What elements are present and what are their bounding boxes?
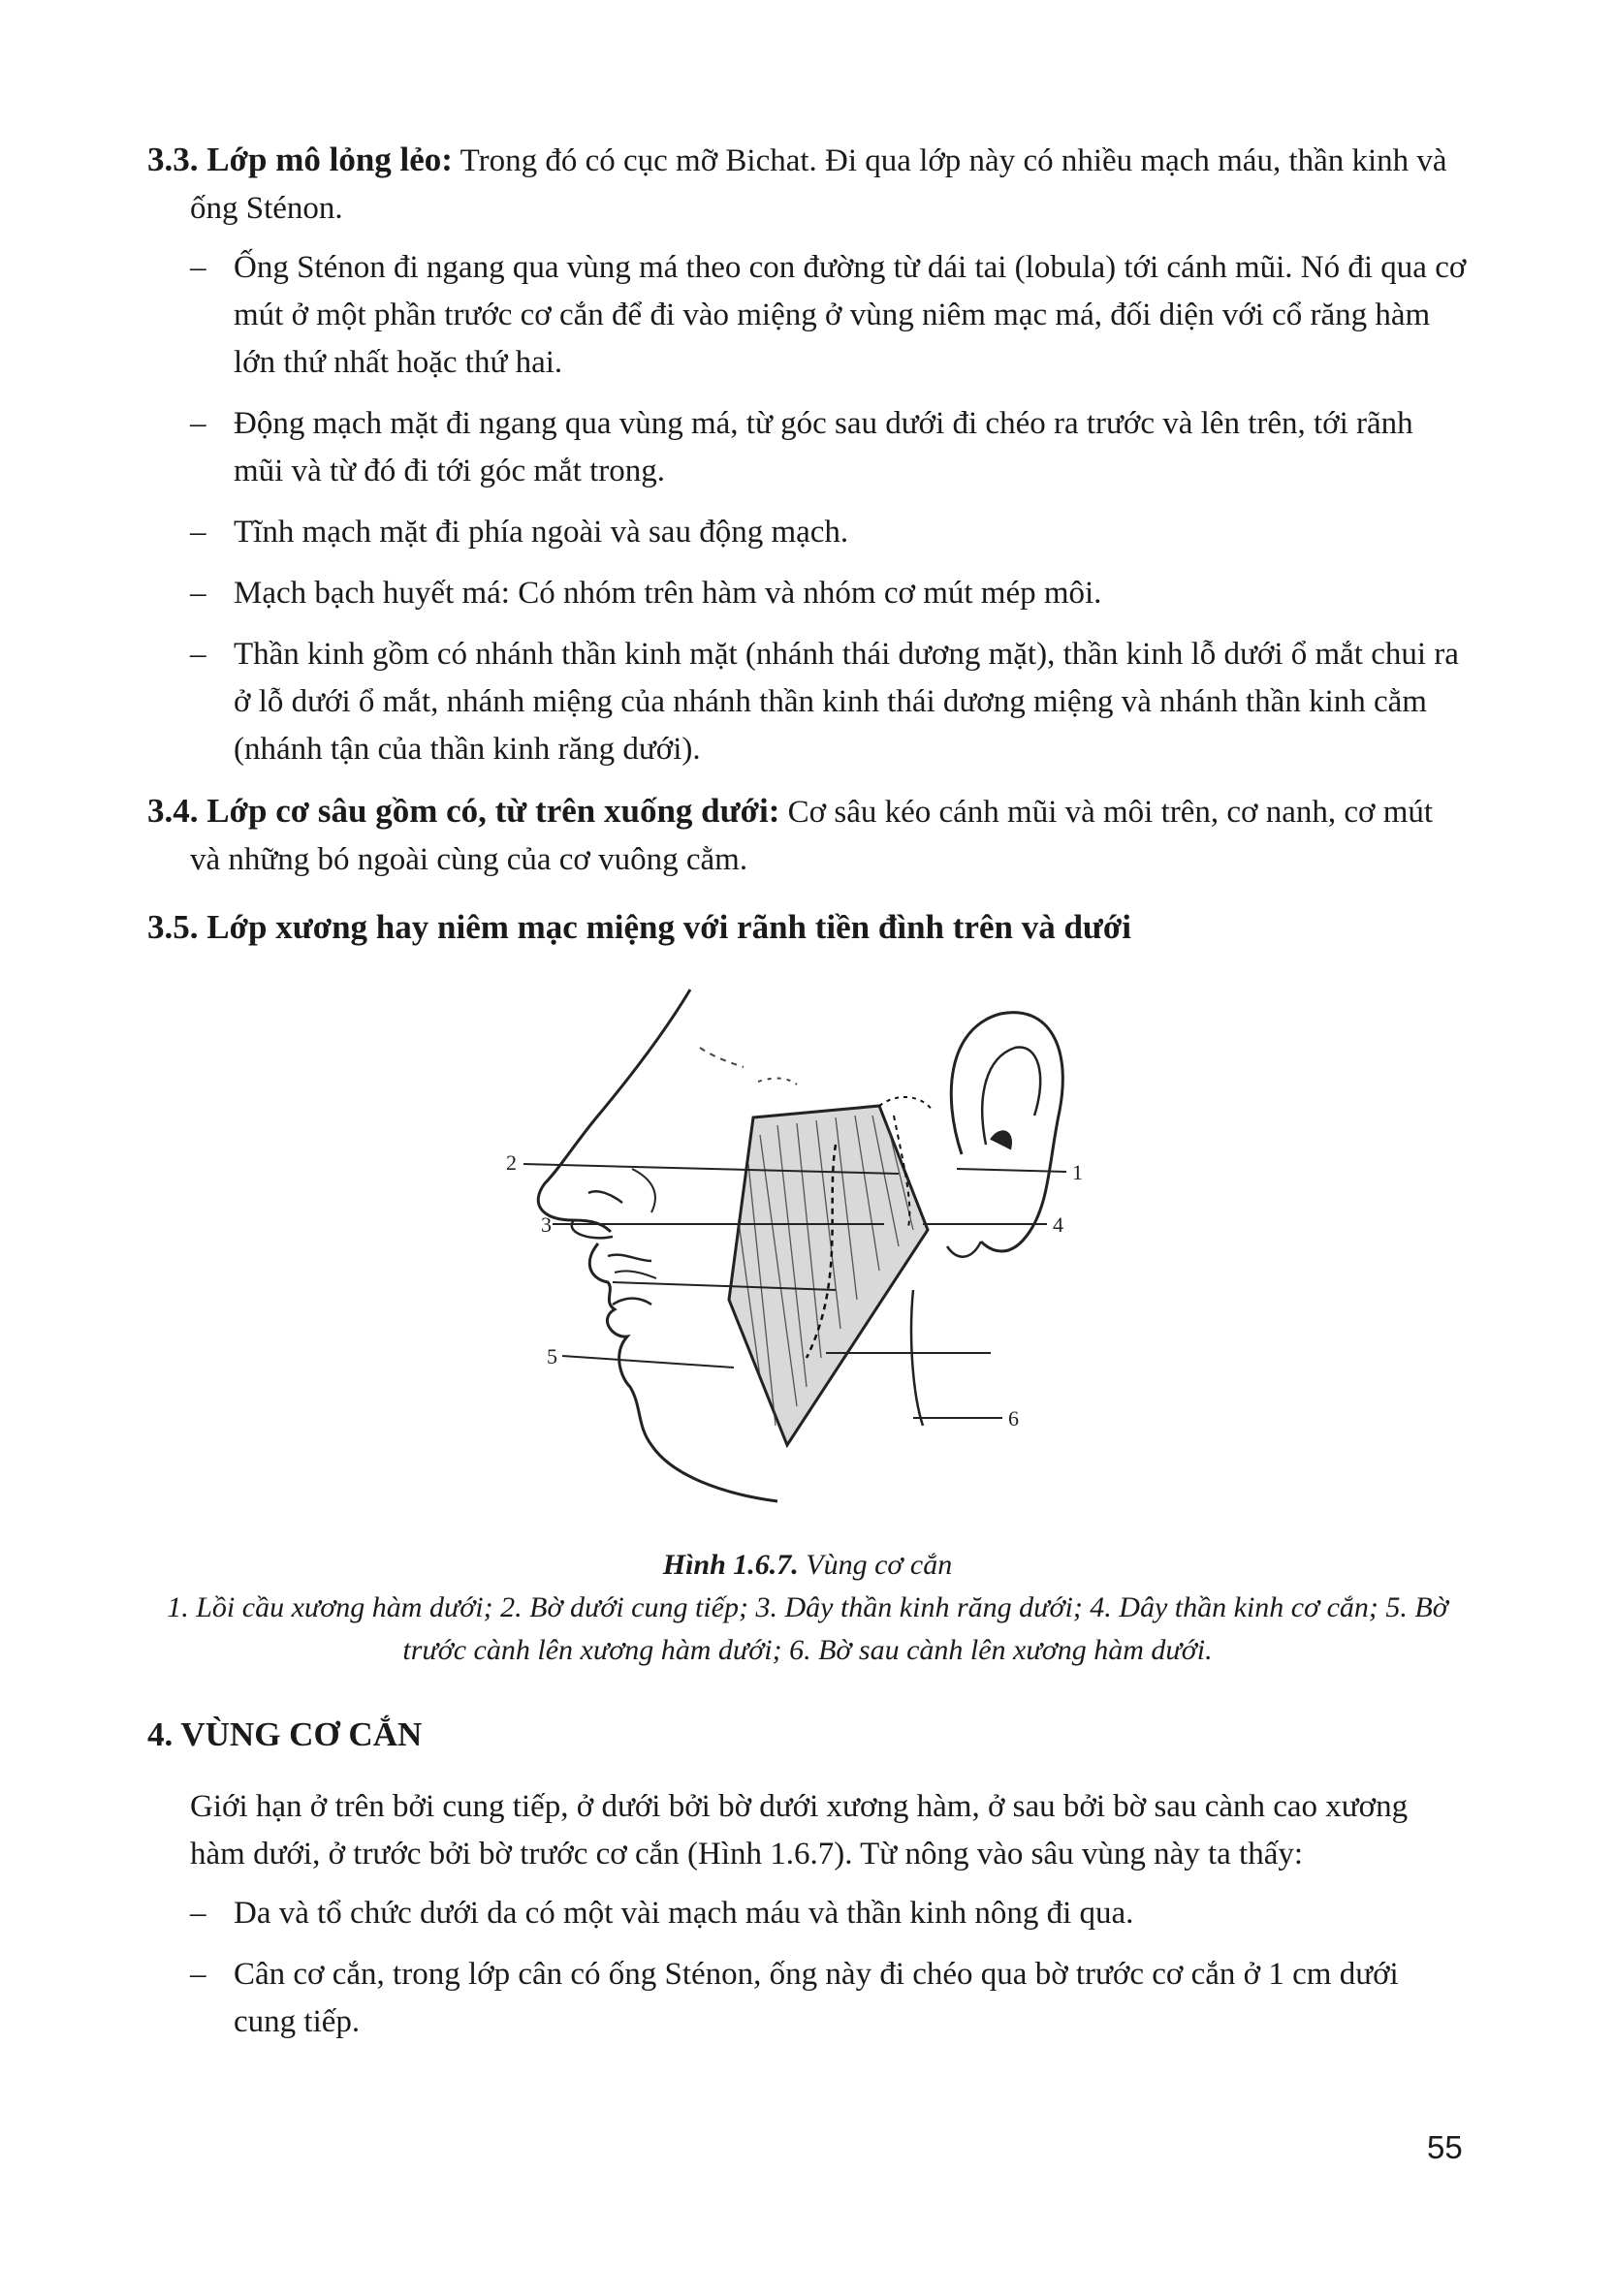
section-4-heading: 4. VÙNG CƠ CẮN — [147, 1715, 423, 1753]
list-item-text: Mạch bạch huyết má: Có nhóm trên hàm và nhóm cơ mút mép môi. — [234, 576, 1102, 611]
list-item — [147, 400, 1468, 495]
figure-caption-title — [147, 1544, 1468, 1587]
section-3-3-text: Trong đó có cục mỡ Bichat. Đi qua lớp này có nhiều mạch máu, thần kinh và ống Sténon. — [190, 143, 1447, 226]
list-item — [147, 509, 1468, 556]
figure-caption-name: Vùng cơ cắn — [798, 1549, 953, 1581]
list-item-text: Da và tổ chức dưới da có một vài mạch máu và thần kinh nông đi qua. — [234, 1896, 1134, 1931]
section-3-3 — [147, 136, 1468, 233]
section-3-3-heading: 3.3. Lớp mô lỏng lẻo: — [147, 141, 453, 178]
page-number: 55 — [1427, 2129, 1463, 2165]
list-item — [147, 244, 1468, 387]
dash-marker: – — [190, 576, 206, 611]
figure-label-5: 5 — [547, 1344, 557, 1368]
section-3-4-heading: 3.4. Lớp cơ sâu gồm có, từ trên xuống dưới: — [147, 792, 780, 830]
list-item-text: Thần kinh gồm có nhánh thần kinh mặt (nhánh thái dương mặt), thần kinh lỗ dưới ổ mắt chui ra ở lỗ dưới ổ mắt, nhánh miệng của nhánh thần kinh thái dương miệng và nhánh thần kinh cằm (nhánh tận của thần kinh răng dưới). — [234, 637, 1459, 767]
list-item — [147, 1890, 1468, 1937]
section-3-4-text: Cơ sâu kéo cánh mũi và môi trên, cơ nanh, cơ mút và những bó ngoài cùng của cơ vuông cằm. — [190, 795, 1434, 877]
section-3-4 — [147, 787, 1468, 884]
list-item — [147, 570, 1468, 617]
section-4-intro: Giới hạn ở trên bởi cung tiếp, ở dưới bởi bờ dưới xương hàm, ở sau bởi bờ sau cành cao xương hàm dưới, ở trước bởi bờ trước cơ cắn (Hình 1.6.7). Từ nông vào sâu vùng này ta thấy: — [190, 1789, 1409, 1871]
figure-label-3: 3 — [541, 1212, 552, 1237]
figure-masseter-region — [147, 970, 1468, 1532]
list-item-text: Ống Sténon đi ngang qua vùng má theo con đường từ dái tai (lobula) tới cánh mũi. Nó đi qua cơ mút ở một phần trước cơ cắn để đi vào miệng ở vùng niêm mạc má, đối diện với cổ răng hàm lớn thứ nhất hoặc thứ hai. — [234, 250, 1467, 380]
section-3-5-heading: 3.5. Lớp xương hay niêm mạc miệng với rãnh tiền đình trên và dưới — [147, 908, 1132, 946]
list-item-text: Cân cơ cắn, trong lớp cân có ống Sténon, ống này đi chéo qua bờ trước cơ cắn ở 1 cm dưới cung tiếp. — [234, 1957, 1399, 2039]
figure-label-1: 1 — [1072, 1160, 1083, 1184]
figure-label-4: 4 — [1053, 1212, 1063, 1237]
list-item — [147, 631, 1468, 773]
masseter-illustration — [506, 970, 1088, 1513]
figure-legend: 1. Lồi cầu xương hàm dưới; 2. Bờ dưới cung tiếp; 3. Dây thần kinh răng dưới; 4. Dây thần kinh cơ cắn; 5. Bờ trước cành lên xương hàm dưới; 6. Bờ sau cành lên xương hàm dưới. — [167, 1591, 1448, 1666]
figure-label-6: 6 — [1008, 1406, 1019, 1431]
dash-marker: – — [190, 406, 206, 441]
dash-marker: – — [190, 1896, 206, 1931]
page-content — [147, 136, 1468, 2046]
list-item — [147, 1951, 1468, 2046]
list-item-text: Động mạch mặt đi ngang qua vùng má, từ góc sau dưới đi chéo ra trước và lên trên, tới rãnh mũi và từ đó đi tới góc mắt trong. — [234, 406, 1413, 488]
dash-marker: – — [190, 1957, 206, 1992]
bullet-list-3-3 — [147, 244, 1468, 773]
bullet-list-4 — [147, 1890, 1468, 2046]
figure-label-2: 2 — [506, 1150, 517, 1175]
dash-marker: – — [190, 515, 206, 550]
list-item-text: Tĩnh mạch mặt đi phía ngoài và sau động mạch. — [234, 515, 849, 550]
figure-caption-number: Hình 1.6.7. — [662, 1549, 799, 1581]
dash-marker: – — [190, 250, 206, 285]
dash-marker: – — [190, 637, 206, 672]
